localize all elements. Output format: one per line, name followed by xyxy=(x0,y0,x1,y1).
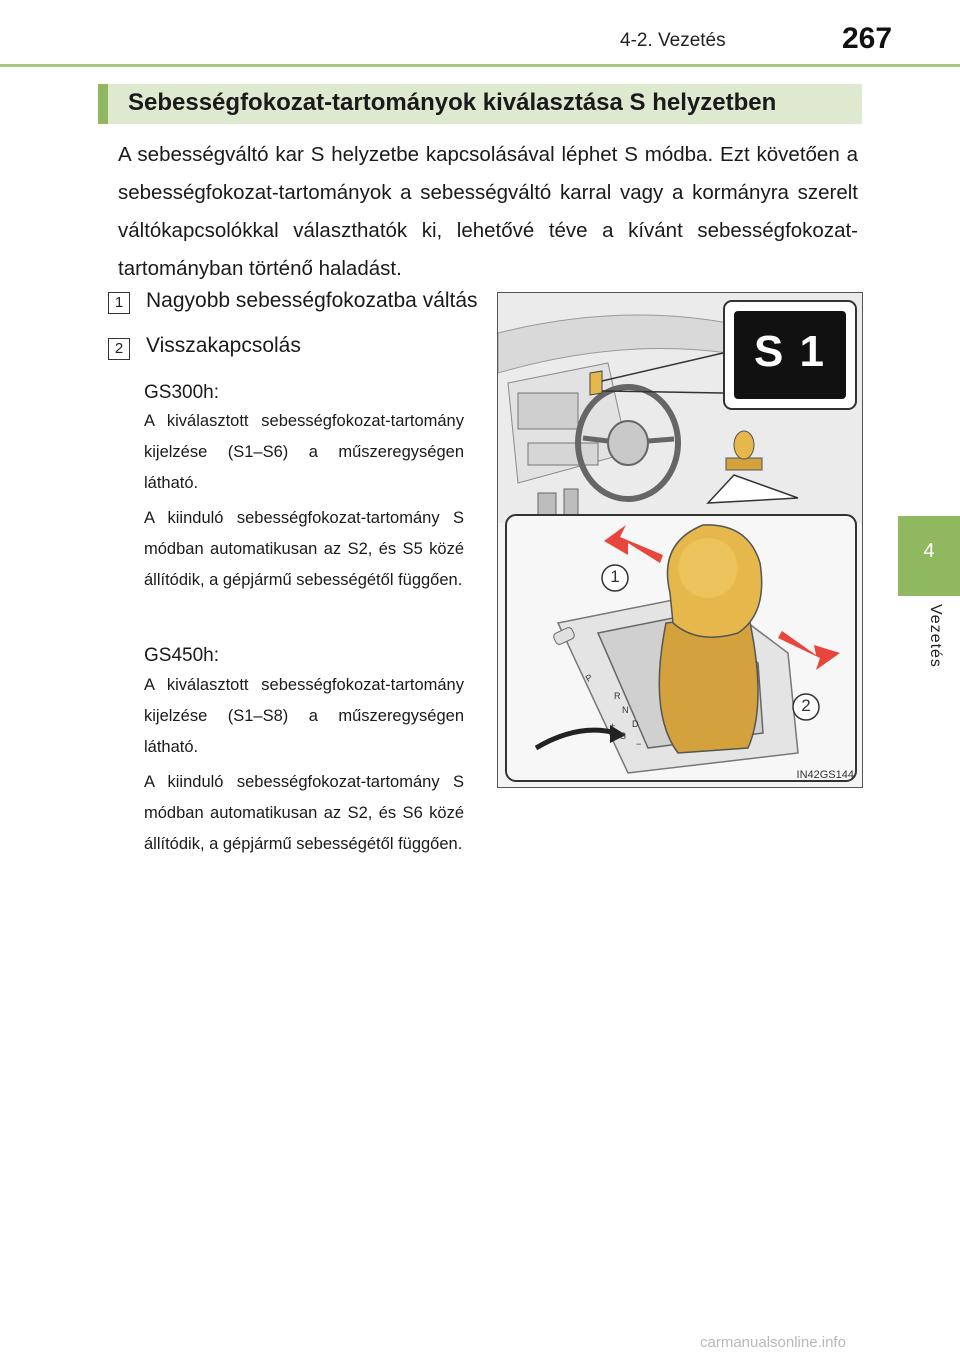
callout-2: 2 xyxy=(801,696,811,715)
gs300h-start-text: A kiinduló sebességfokozat-tartomány S módban automatikusan az S2, és S5 közé állítódik, a gépjármű sebességétől függően. xyxy=(144,509,464,589)
item-number-1: 1 xyxy=(108,292,130,314)
gate-letter-p: P xyxy=(583,672,595,684)
callout-1: 1 xyxy=(610,567,620,586)
model-name-gs300h: GS300h: xyxy=(144,382,219,403)
gs450h-start-text: A kiinduló sebességfokozat-tartomány S módban automatikusan az S2, és S6 közé állítódik, a gépjármű sebességétől függően. xyxy=(144,773,464,853)
gate-letter-d: D xyxy=(632,719,639,729)
item-label-upshift: Nagyobb sebességfokozatba váltás xyxy=(146,289,478,312)
watermark: carmanualsonline.info xyxy=(700,1334,846,1351)
page-number: 267 xyxy=(842,22,893,55)
gate-letter-plus: + xyxy=(610,721,616,731)
shift-lever-illustration xyxy=(497,292,863,788)
gate-letter-r: R xyxy=(614,691,621,701)
section-heading-bar xyxy=(98,84,862,124)
model-name-gs450h: GS450h: xyxy=(144,645,219,666)
chapter-number: 4 xyxy=(923,540,935,562)
gear-range-readout: S 1 xyxy=(753,327,827,376)
gs450h-display-text: A kiválasztott sebességfokozat-tartomány kijelzése (S1–S8) a műszeregységen látható. xyxy=(144,676,464,756)
chapter-label: Vezetés xyxy=(927,604,944,668)
section-title: Sebességfokozat-tartományok kiválasztása S helyzetben xyxy=(128,89,777,116)
gate-letter-s: S xyxy=(620,731,627,741)
header-section-title: 4-2. Vezetés xyxy=(620,30,726,51)
gate-letter-minus: − xyxy=(636,739,642,749)
item-label-downshift: Visszakapcsolás xyxy=(146,334,301,357)
item-number-2: 2 xyxy=(108,338,130,360)
header-rule xyxy=(0,64,960,67)
figure-id: IN42GS144 xyxy=(796,769,854,781)
gate-letter-n: N xyxy=(622,705,629,715)
gs300h-display-text: A kiválasztott sebességfokozat-tartomány kijelzése (S1–S6) a műszeregységen látható. xyxy=(144,412,464,492)
intro-paragraph: A sebességváltó kar S helyzetbe kapcsolásával léphet S módba. Ezt követően a sebességfokozat-tartományok a sebességváltó karral vagy a kormányra szerelt váltókapcsolókkal választhatók ki, lehetővé téve a kívánt sebességfokozat-tartományban történő haladást. xyxy=(118,143,858,280)
